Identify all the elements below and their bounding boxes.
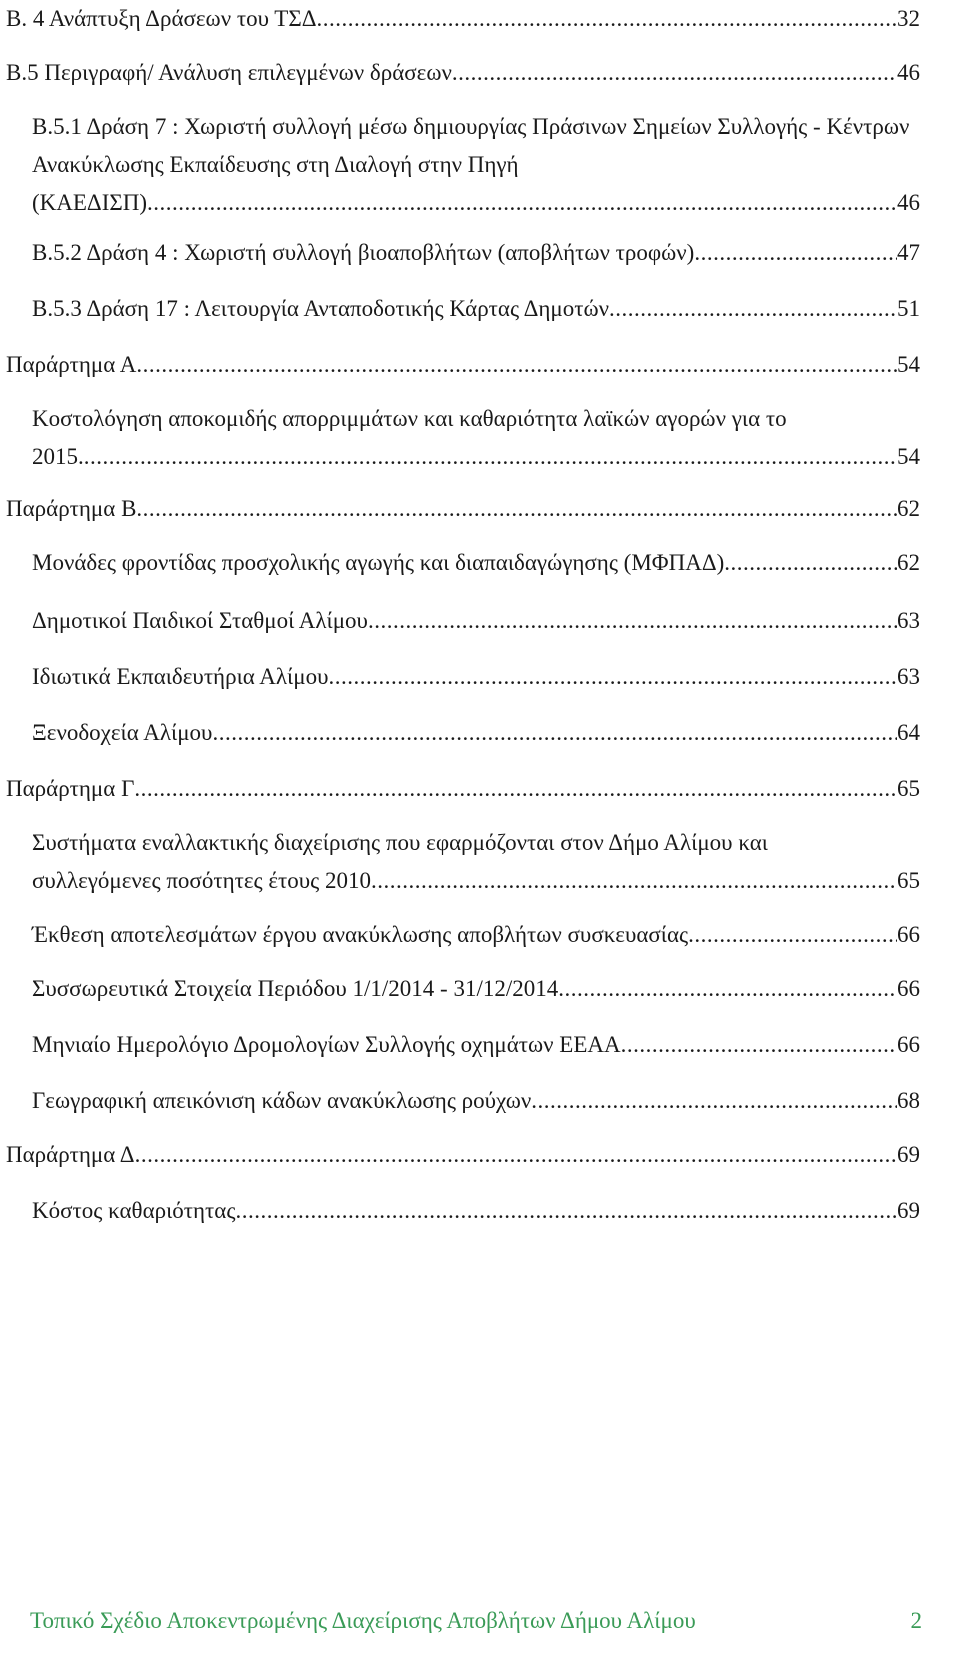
toc-leader-dots <box>235 1192 897 1230</box>
toc-entry-title: Ιδιωτικά Εκπαιδευτήρια Αλίμου <box>32 664 329 689</box>
toc-entry[interactable] <box>32 824 920 900</box>
toc-entry[interactable] <box>6 0 920 38</box>
toc-page-number: 63 <box>897 608 920 633</box>
toc-entry[interactable] <box>32 714 920 752</box>
toc-entry[interactable] <box>32 290 920 328</box>
toc-entry-title: Β.5.3 Δράση 17 : Λειτουργία Ανταποδοτικής Κάρτας Δημοτών <box>32 296 609 321</box>
toc-leader-dots <box>368 602 897 640</box>
toc-entry[interactable] <box>6 770 920 808</box>
toc-leader-dots <box>452 54 897 92</box>
toc-leader-dots <box>724 544 897 582</box>
toc-leader-dots <box>371 862 897 900</box>
toc-entry[interactable] <box>32 1082 920 1120</box>
toc-entry-title: (ΚΑΕΔΙΣΠ) <box>32 190 148 215</box>
toc-leader-dots <box>609 290 897 328</box>
toc-entry[interactable] <box>32 234 920 272</box>
toc-leader-dots <box>317 0 897 38</box>
footer-title: Τοπικό Σχέδιο Αποκεντρωμένης Διαχείρισης Αποβλήτων Δήμου Αλίμου <box>30 1608 696 1633</box>
toc-page-number: 51 <box>897 296 920 321</box>
toc-page-number: 66 <box>897 976 920 1001</box>
toc-entry[interactable] <box>32 602 920 640</box>
toc-entry-title: Γεωγραφική απεικόνιση κάδων ανακύκλωσης ρούχων <box>32 1088 532 1113</box>
footer-page-number: 2 <box>910 1608 922 1633</box>
toc-leader-dots <box>136 490 897 528</box>
toc-leader-dots <box>694 234 897 272</box>
toc-entry[interactable] <box>6 1136 920 1174</box>
toc-entry-title: Ξενοδοχεία Αλίμου <box>32 720 213 745</box>
toc-leader-dots <box>621 1026 897 1064</box>
toc-entry[interactable] <box>6 54 920 92</box>
toc-entry-title: συλλεγόμενες ποσότητες έτους 2010 <box>32 868 372 893</box>
toc-entry-title: Β.5 Περιγραφή/ Ανάλυση επιλεγμένων δράσεων <box>6 60 452 85</box>
toc-entry[interactable] <box>6 490 920 528</box>
toc-leader-dots <box>134 770 897 808</box>
toc-entry-title: Β. 4 Ανάπτυξη Δράσεων του ΤΣΔ <box>6 6 317 31</box>
toc-leader-dots <box>84 438 897 476</box>
toc-page-number: 62 <box>897 496 920 521</box>
toc-entry-title: Συσσωρευτικά Στοιχεία Περιόδου 1/1/2014 - 31/12/2014 <box>32 976 559 1001</box>
toc-leader-dots <box>136 346 897 384</box>
toc-entry-title: Παράρτημα Α <box>6 352 137 377</box>
toc-page-number: 62 <box>897 550 920 575</box>
toc-entry[interactable] <box>32 544 920 582</box>
toc-page-number: 63 <box>897 664 920 689</box>
toc-leader-dots <box>147 184 897 222</box>
toc-entry[interactable] <box>32 1026 920 1064</box>
toc-entry-title: Έκθεση αποτελεσμάτων έργου ανακύκλωσης αποβλήτων συσκευασίας <box>32 922 689 947</box>
toc-page-number: 64 <box>897 720 920 745</box>
toc-page-number: 46 <box>897 60 920 85</box>
toc-entry[interactable] <box>32 970 920 1008</box>
toc-entry[interactable] <box>32 658 920 696</box>
toc-page-number: 54 <box>897 352 920 377</box>
toc-entry[interactable] <box>32 400 920 476</box>
toc-leader-dots <box>558 970 897 1008</box>
toc-entry-title: Μονάδες φροντίδας προσχολικής αγωγής και διαπαιδαγώγησης (ΜΦΠΑΔ) <box>32 550 725 575</box>
toc-entry-title: Κόστος καθαριότητας <box>32 1198 236 1223</box>
toc-page-number: 46 <box>897 190 920 215</box>
toc-page-number: 54 <box>897 444 920 469</box>
page-footer <box>30 1608 922 1634</box>
toc-entry-title-lines: Συστήματα εναλλακτικής διαχείρισης που εφαρμόζονται στον Δήμο Αλίμου και <box>32 830 768 855</box>
toc-entry-title: 2015. <box>32 444 84 469</box>
toc-entry-title-lines: Κοστολόγηση αποκομιδής απορριμμάτων και καθαριότητα λαϊκών αγορών για το <box>32 406 787 431</box>
toc-page-number: 47 <box>897 240 920 265</box>
toc-entry-title: Β.5.2 Δράση 4 : Χωριστή συλλογή βιοαποβλήτων (αποβλήτων τροφών) <box>32 240 695 265</box>
toc-entry[interactable] <box>32 916 920 954</box>
toc-entry-title: Μηνιαίο Ημερολόγιο Δρομολογίων Συλλογής οχημάτων ΕΕΑΑ <box>32 1032 621 1057</box>
toc-page-number: 65 <box>897 776 920 801</box>
toc-leader-dots <box>688 916 897 954</box>
toc-leader-dots <box>212 714 897 752</box>
toc-leader-dots <box>531 1082 897 1120</box>
toc-leader-dots <box>328 658 897 696</box>
toc-entry-title: Παράρτημα Δ <box>6 1142 135 1167</box>
toc-entry-title-lines: Β.5.1 Δράση 7 : Χωριστή συλλογή μέσω δημιουργίας Πράσινων Σημείων Συλλογής - Κέντρων Ανακύκλωσης Εκπαίδευσης στη Διαλογή στην Πηγή <box>32 114 910 177</box>
toc-entry-title: Παράρτημα Γ <box>6 776 135 801</box>
toc-page-number: 69 <box>897 1142 920 1167</box>
toc-page-number: 32 <box>897 6 920 31</box>
toc-leader-dots <box>135 1136 897 1174</box>
toc-page-number: 66 <box>897 1032 920 1057</box>
toc-entry[interactable] <box>32 108 920 222</box>
toc-page-number: 68 <box>897 1088 920 1113</box>
toc-entry[interactable] <box>32 1192 920 1230</box>
toc-entry[interactable] <box>6 346 920 384</box>
toc-entry-title: Δημοτικοί Παιδικοί Σταθμοί Αλίμου <box>32 608 368 633</box>
toc-page-number: 66 <box>897 922 920 947</box>
toc-page-number: 69 <box>897 1198 920 1223</box>
toc-page-number: 65 <box>897 868 920 893</box>
toc-entry-title: Παράρτημα Β <box>6 496 137 521</box>
